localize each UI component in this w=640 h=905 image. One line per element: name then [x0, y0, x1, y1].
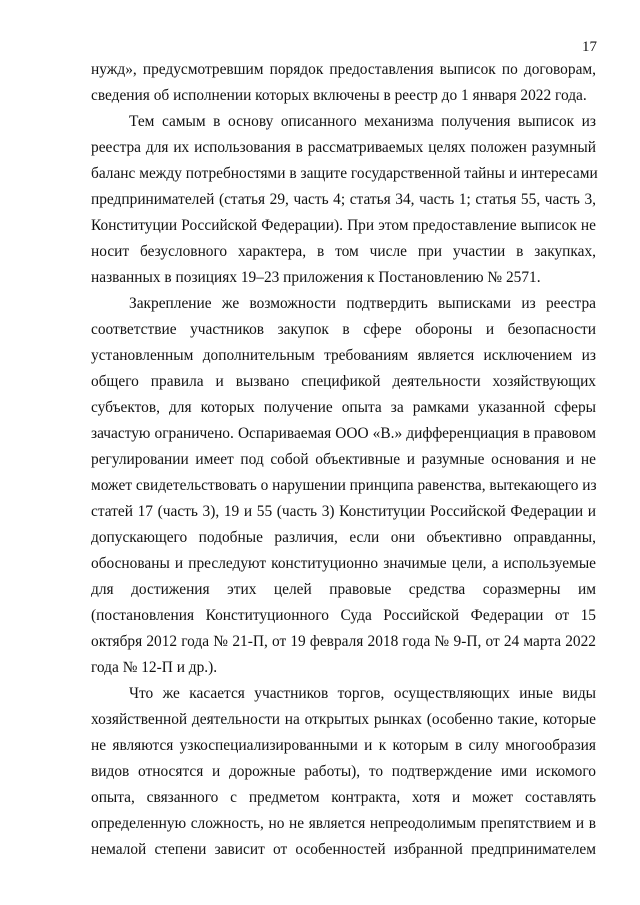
text-line: Тем самым в основу описанного механизма получения выписок из	[129, 113, 596, 130]
text-line: баланс между потребностями в защите государственной тайны и интересами	[91, 165, 598, 182]
text-line: сведения об исполнении которых включены в реестр до 1 января 2022 года.	[91, 87, 587, 104]
text-line: Закрепление же возможности подтвердить выписками из реестра	[129, 295, 596, 312]
paragraph-2	[91, 109, 596, 291]
text-line: регулировании имеет под собой объективные и разумные основания и не	[91, 451, 596, 468]
text-line: нужд», предусмотревшим порядок предоставления выписок по договорам,	[91, 61, 596, 78]
paragraph-1	[91, 57, 596, 109]
paragraph-4	[91, 681, 596, 863]
text-line: октября 2012 года № 21-П, от 19 февраля 2018 года № 9-П, от 24 марта 2022	[91, 633, 596, 650]
text-line: допускающего подобные различия, если они объективно оправданны,	[91, 529, 596, 546]
text-line: реестра для их использования в рассматриваемых целях положен разумный	[91, 139, 596, 156]
text-line: названных в позициях 19–23 приложения к Постановлению № 2571.	[91, 269, 541, 286]
text-line: для достижения этих целей правовые средства соразмерны им	[91, 581, 596, 598]
text-line: может свидетельствовать о нарушении принципа равенства, вытекающего из	[91, 477, 597, 494]
text-line: не являются узкоспециализированными и к которым в силу многообразия	[91, 737, 596, 754]
text-line: Конституции Российской Федерации). При этом предоставление выписок не	[91, 217, 596, 234]
text-line: предпринимателей (статья 29, часть 4; статья 34, часть 1; статья 55, часть 3,	[91, 191, 596, 208]
paragraph-3	[91, 291, 596, 681]
text-line: зачастую ограничено. Оспариваемая ООО «В.» дифференциация в правовом	[91, 425, 596, 442]
text-line: опыта, связанного с предметом контракта, хотя и может составлять	[91, 789, 596, 806]
text-line: соответствие участников закупок в сфере обороны и безопасности	[91, 321, 596, 338]
page-number: 17	[582, 39, 597, 55]
text-line: немалой степени зависит от особенностей избранной предпринимателем	[91, 841, 596, 858]
text-line: хозяйственной деятельности на открытых рынках (особенно такие, которые	[91, 711, 596, 728]
text-line: носит безусловного характера, в том числе при участии в закупках,	[91, 243, 596, 260]
text-line: обоснованы и преследуют конституционно значимые цели, а используемые	[91, 555, 596, 572]
text-line: общего правила и вызвано спецификой деятельности хозяйствующих	[91, 373, 596, 390]
text-line: субъектов, для которых получение опыта за рамками указанной сферы	[91, 399, 596, 416]
text-line: года № 12-П и др.).	[91, 659, 218, 676]
text-line: (постановления Конституционного Суда Российской Федерации от 15	[91, 607, 596, 624]
document-body	[91, 57, 596, 863]
text-line: установленным дополнительным требованиям является исключением из	[91, 347, 596, 364]
text-line: видов относятся и дорожные работы), то подтверждение ими искомого	[91, 763, 596, 780]
text-line: Что же касается участников торгов, осуществляющих иные виды	[129, 685, 596, 702]
text-line: определенную сложность, но не является непреодолимым препятствием и в	[91, 815, 596, 832]
text-line: статей 17 (часть 3), 19 и 55 (часть 3) Конституции Российской Федерации и	[91, 503, 596, 520]
